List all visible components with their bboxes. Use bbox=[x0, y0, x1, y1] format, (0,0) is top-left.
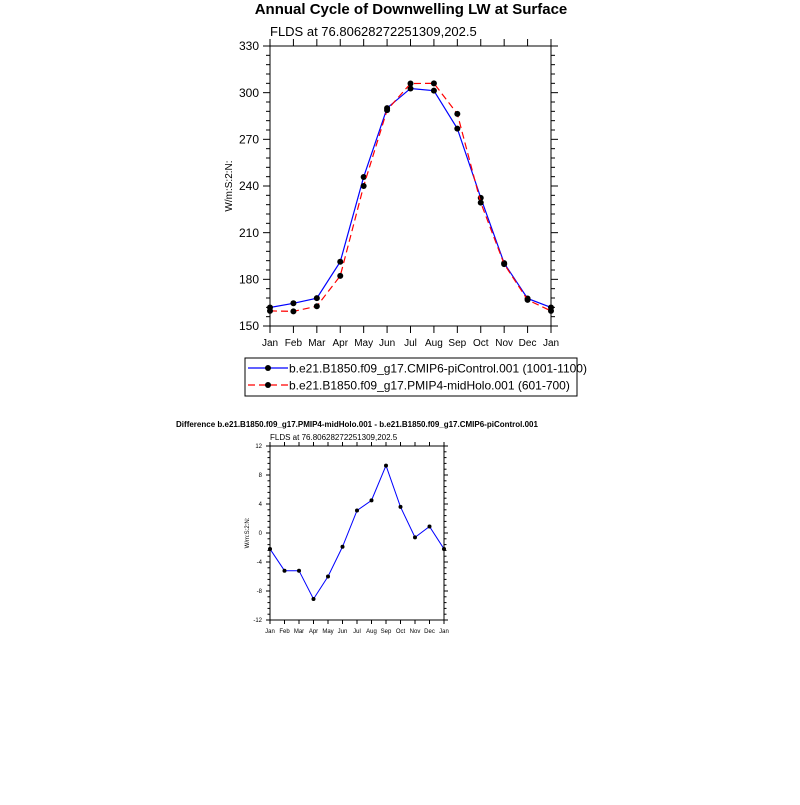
chart2-series-0-point bbox=[399, 505, 403, 509]
chart1-legend-label-0: b.e21.B1850.f09_g17.CMIP6-piControl.001 (1001-1100) bbox=[289, 361, 587, 376]
chart1-xtick-label: Jul bbox=[404, 338, 417, 349]
chart2-xtick-label: Feb bbox=[279, 629, 290, 635]
chart1-series-1-point bbox=[525, 297, 531, 303]
chart2-series-0-point bbox=[341, 545, 345, 549]
chart1-series-0-point bbox=[314, 295, 320, 301]
chart1-ytick-label: 270 bbox=[238, 132, 259, 147]
chart2-series-0-point bbox=[384, 464, 388, 468]
chart2-xtick-label: Jun bbox=[337, 629, 348, 635]
chart2-series-0-point bbox=[283, 569, 287, 573]
chart2-xtick-label: Jan bbox=[265, 629, 275, 635]
chart2-plot-frame bbox=[270, 446, 444, 620]
chart2-series-0-point bbox=[312, 597, 316, 601]
chart2-ylabel: W/m:S:2:N: bbox=[245, 517, 251, 549]
chart1-series-1-line bbox=[270, 83, 551, 311]
chart1-xtick-label: Mar bbox=[308, 338, 326, 349]
chart2-xtick-label: Jan bbox=[439, 629, 449, 635]
chart1-series-1-point bbox=[290, 308, 296, 314]
chart1-subtitle: FLDS at 76.80628272251309,202.5 bbox=[270, 24, 477, 39]
chart2-xtick-label: Aug bbox=[366, 629, 377, 635]
chart2-xtick-label: Sep bbox=[380, 629, 392, 635]
chart2-ytick-label: -12 bbox=[253, 618, 262, 625]
chart1-series-1-point bbox=[337, 273, 343, 279]
chart2-series-0-point bbox=[268, 547, 272, 551]
chart1-series-1-point bbox=[314, 303, 320, 309]
chart2-series-0-point bbox=[413, 535, 417, 539]
chart1-series-1-point bbox=[384, 107, 390, 113]
chart2-series-0-point bbox=[355, 509, 359, 513]
chart1-legend bbox=[245, 358, 587, 396]
chart1-xtick-label: Oct bbox=[472, 338, 489, 349]
chart2-series-0-point bbox=[370, 498, 374, 502]
chart1-xtick-label: Aug bbox=[425, 338, 443, 349]
chart2-ytick-label: -8 bbox=[256, 589, 262, 596]
chart1-ytick-label: 210 bbox=[238, 225, 259, 240]
chart2-xtick-label: Nov bbox=[409, 629, 421, 635]
chart1-ytick-label: 180 bbox=[238, 272, 259, 287]
chart1-series-0-line bbox=[270, 88, 551, 307]
chart2-xtick-label: Jul bbox=[353, 629, 361, 635]
chart1-series-1-point bbox=[501, 261, 507, 267]
chart2-xtick-label: Mar bbox=[293, 629, 305, 635]
chart2 bbox=[253, 442, 449, 635]
chart2-subtitle: FLDS at 76.80628272251309,202.5 bbox=[270, 433, 398, 442]
chart1-ylabel: W/m:S:2:N: bbox=[224, 160, 235, 212]
chart2-ytick-label: 4 bbox=[258, 502, 262, 509]
chart1-series-0-point bbox=[290, 300, 296, 306]
chart1-title: Annual Cycle of Downwelling LW at Surface bbox=[254, 1, 568, 18]
chart1-series-1-point bbox=[408, 80, 414, 86]
chart1-xtick-label: Jan bbox=[542, 338, 560, 349]
chart1-legend-marker-1 bbox=[265, 382, 271, 388]
chart2-ytick-label: 0 bbox=[258, 531, 262, 538]
chart1-series-1-point bbox=[548, 308, 554, 314]
chart2-xtick-label: Dec bbox=[424, 629, 435, 635]
chart1-series-1-point bbox=[267, 308, 273, 314]
chart1-xtick-label: Dec bbox=[518, 338, 537, 349]
chart2-xtick-label: Oct bbox=[395, 629, 406, 635]
chart1-xtick-label: Feb bbox=[284, 338, 303, 349]
chart1-xtick-label: Sep bbox=[448, 338, 467, 349]
chart2-series-0-point bbox=[326, 575, 330, 579]
chart2-ytick-label: 8 bbox=[258, 473, 262, 480]
chart1-ytick-label: 330 bbox=[238, 39, 259, 54]
chart2-ytick-label: 12 bbox=[255, 444, 262, 451]
chart1-series-1-point bbox=[478, 200, 484, 206]
chart1-xtick-label: Jun bbox=[379, 338, 396, 349]
chart1-xtick-label: Jan bbox=[261, 338, 279, 349]
chart1-series-1-point bbox=[454, 111, 460, 117]
chart1-series-1-point bbox=[361, 183, 367, 189]
chart1-series-1-point bbox=[431, 80, 437, 86]
chart1-series-0-point bbox=[337, 259, 343, 265]
chart2-title: Difference b.e21.B1850.f09_g17.PMIP4-midHolo.001 - b.e21.B1850.f09_g17.CMIP6-piControl.001 bbox=[176, 420, 538, 429]
chart1-ytick-label: 150 bbox=[238, 319, 259, 334]
chart1-ytick-label: 240 bbox=[238, 179, 259, 194]
chart1-xtick-label: May bbox=[354, 338, 374, 349]
chart1 bbox=[239, 39, 587, 396]
chart2-series-0-point bbox=[442, 547, 446, 551]
chart1-ytick-label: 300 bbox=[238, 85, 259, 100]
chart2-series-0-point bbox=[428, 524, 432, 528]
chart2-ytick-label: -4 bbox=[256, 560, 262, 567]
chart2-series-0-line bbox=[270, 466, 444, 599]
chart1-series-0-point bbox=[431, 88, 437, 94]
chart1-legend-marker-0 bbox=[265, 365, 271, 371]
chart1-series-0-point bbox=[454, 126, 460, 132]
chart1-xtick-label: Apr bbox=[332, 338, 349, 349]
chart1-xtick-label: Nov bbox=[495, 338, 514, 349]
chart2-xtick-label: May bbox=[322, 629, 334, 635]
chart2-xtick-label: Apr bbox=[308, 629, 319, 635]
chart2-series-0-point bbox=[297, 569, 301, 573]
chart1-legend-label-1: b.e21.B1850.f09_g17.PMIP4-midHolo.001 (601-700) bbox=[289, 378, 570, 393]
chart1-series-0-point bbox=[361, 174, 367, 180]
